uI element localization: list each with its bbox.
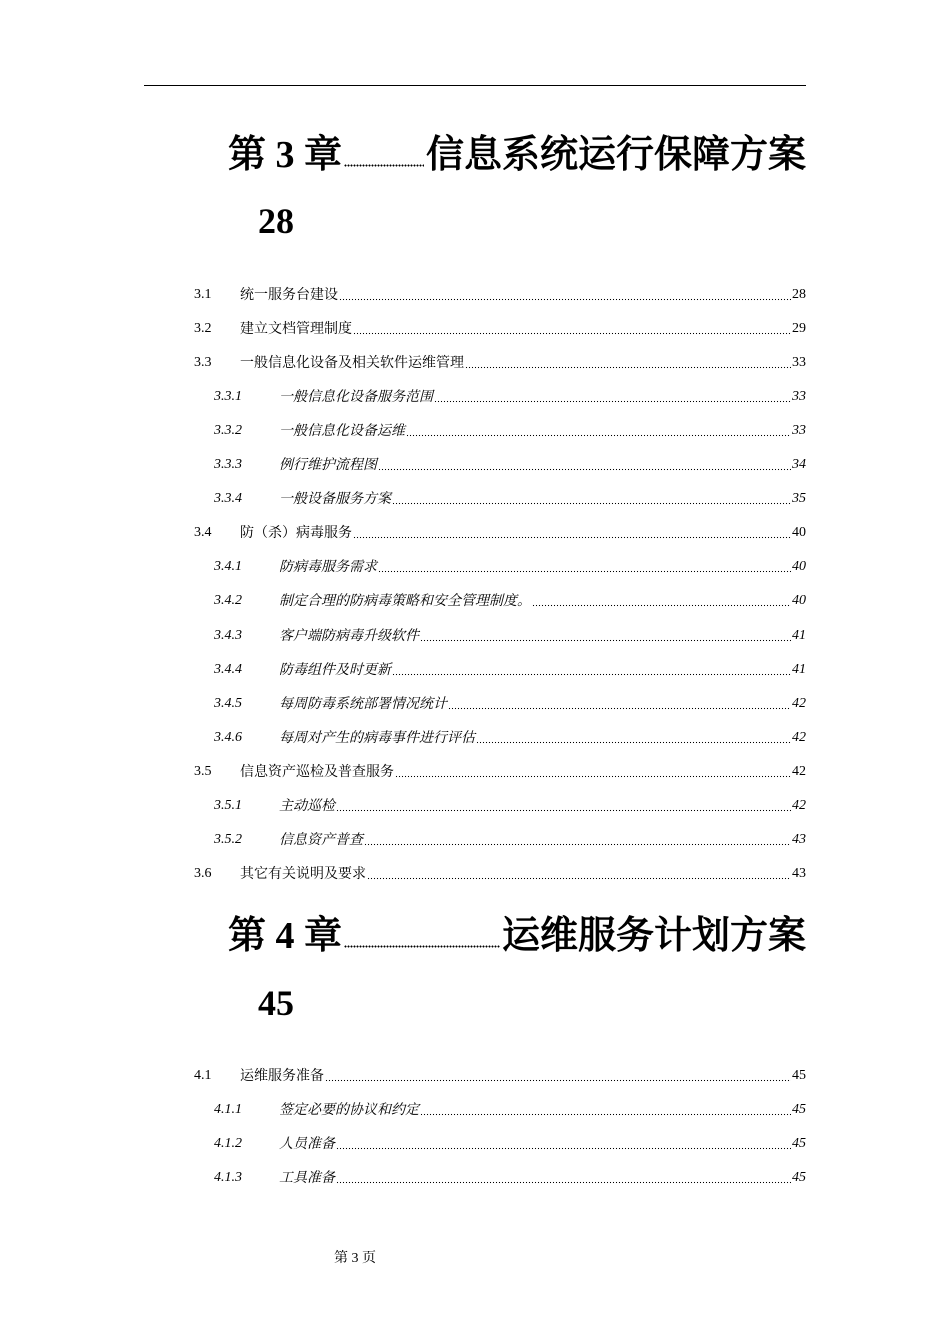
toc-entry-label: 客户端防病毒升级软件 (279, 628, 419, 644)
chapter-3-page-number: 28 (258, 201, 294, 241)
toc-entry-number: 3.3.1 (214, 389, 242, 404)
toc-entry-number: 3.3.4 (214, 491, 242, 506)
toc-leader-dots (325, 1076, 791, 1082)
toc-entry-number: 3.1 (194, 287, 212, 302)
toc-entry-3-5-2[interactable] (214, 829, 806, 849)
toc-entry-label: 运维服务准备 (240, 1068, 324, 1084)
toc-entry-label: 一般信息化设备运维 (279, 423, 405, 439)
toc-leader-dots (395, 772, 791, 778)
toc-entry-page: 33 (792, 423, 806, 438)
toc-entry-number: 3.4.1 (214, 559, 242, 574)
toc-entry-page: 42 (792, 798, 806, 813)
toc-entry-3-4[interactable] (194, 522, 806, 542)
toc-entry-number: 3.4.2 (214, 593, 242, 608)
chapter-3-leader-dots (344, 133, 424, 167)
toc-entry-label: 例行维护流程图 (279, 457, 377, 473)
toc-entry-3-2[interactable] (194, 318, 806, 338)
toc-entry-3-4-5[interactable] (214, 693, 806, 713)
toc-leader-dots (420, 636, 791, 642)
toc-entry-number: 3.4.6 (214, 730, 242, 745)
toc-entry-number: 3.4.5 (214, 696, 242, 711)
toc-leader-dots (448, 704, 791, 710)
toc-entry-number: 4.1.3 (214, 1170, 242, 1185)
toc-leader-dots (378, 567, 791, 573)
toc-entry-3-3-3[interactable] (214, 454, 806, 474)
toc-entry-label: 制定合理的防病毒策略和安全管理制度。 (279, 593, 531, 609)
toc-entry-page: 33 (792, 389, 806, 404)
toc-entry-number: 3.5 (194, 764, 212, 779)
toc-entry-number: 4.1.2 (214, 1136, 242, 1151)
toc-entry-3-4-3[interactable] (214, 625, 806, 645)
toc-entry-page: 45 (792, 1170, 806, 1185)
toc-entry-label: 防（杀）病毒服务 (240, 525, 352, 541)
toc-entry-3-4-6[interactable] (214, 727, 806, 747)
toc-chapter-3[interactable] (228, 125, 806, 175)
chapter-4-number: 第 4 章 (228, 911, 343, 957)
toc-leader-dots (392, 499, 791, 505)
toc-entry-number: 3.4 (194, 525, 212, 540)
toc-entry-number: 3.4.3 (214, 628, 242, 643)
toc-entry-page: 41 (792, 628, 806, 643)
toc-leader-dots (367, 874, 791, 880)
toc-entry-3-6[interactable] (194, 863, 806, 883)
toc-entry-label: 信息资产普查 (279, 832, 363, 848)
toc-entry-label: 一般信息化设备及相关软件运维管理 (240, 355, 464, 371)
chapter-3-number: 第 3 章 (228, 130, 343, 176)
toc-entry-number: 3.3.2 (214, 423, 242, 438)
toc-leader-dots (420, 1110, 791, 1116)
toc-entry-3-3[interactable] (194, 352, 806, 372)
toc-entry-page: 28 (792, 287, 806, 302)
toc-leader-dots (392, 670, 791, 676)
toc-entry-label: 一般信息化设备服务范围 (279, 389, 433, 405)
toc-leader-dots (465, 363, 791, 369)
toc-entry-label: 信息资产巡检及普查服务 (240, 764, 394, 780)
toc-leader-dots (353, 329, 791, 335)
toc-chapter-4[interactable] (228, 906, 806, 956)
toc-entry-3-5[interactable] (194, 761, 806, 781)
toc-entry-page: 42 (792, 730, 806, 745)
toc-entry-number: 3.2 (194, 321, 212, 336)
toc-leader-dots (336, 1178, 791, 1184)
toc-leader-dots (339, 295, 791, 301)
toc-entry-page: 43 (792, 866, 806, 881)
toc-entry-4-1-2[interactable] (214, 1133, 806, 1153)
toc-entry-page: 35 (792, 491, 806, 506)
toc-entry-number: 3.3.3 (214, 457, 242, 472)
toc-entry-label: 统一服务台建设 (240, 287, 338, 303)
toc-entry-3-4-2[interactable] (214, 590, 806, 610)
toc-leader-dots (336, 1144, 791, 1150)
toc-entry-page: 41 (792, 662, 806, 677)
page-footer (0, 1247, 710, 1267)
toc-entry-page: 29 (792, 321, 806, 336)
toc-entry-3-1[interactable] (194, 284, 806, 304)
toc-entry-3-3-4[interactable] (214, 488, 806, 508)
toc-entry-label: 防毒组件及时更新 (279, 662, 391, 678)
toc-leader-dots (434, 397, 791, 403)
toc-entry-3-3-2[interactable] (214, 420, 806, 440)
toc-leader-dots (364, 840, 791, 846)
toc-entry-label: 工具准备 (279, 1170, 335, 1186)
toc-entry-4-1-1[interactable] (214, 1099, 806, 1119)
toc-entry-page: 42 (792, 764, 806, 779)
header-rule (144, 85, 806, 86)
toc-entry-3-3-1[interactable] (214, 386, 806, 406)
toc-entry-number: 3.3 (194, 355, 212, 370)
toc-entry-number: 3.5.2 (214, 832, 242, 847)
toc-entry-number: 3.5.1 (214, 798, 242, 813)
toc-entry-number: 4.1.1 (214, 1102, 242, 1117)
toc-entry-number: 3.4.4 (214, 662, 242, 677)
toc-leader-dots (476, 738, 791, 744)
toc-entry-4-1[interactable] (194, 1065, 806, 1085)
toc-entry-page: 45 (792, 1102, 806, 1117)
toc-entry-page: 40 (792, 593, 806, 608)
toc-entry-label: 签定必要的协议和约定 (279, 1102, 419, 1118)
toc-entry-page: 40 (792, 525, 806, 540)
toc-entry-page: 43 (792, 832, 806, 847)
toc-leader-dots (378, 465, 791, 471)
toc-leader-dots (353, 533, 791, 539)
chapter-4-page-number: 45 (258, 983, 294, 1023)
toc-entry-3-4-4[interactable] (214, 659, 806, 679)
toc-entry-number: 3.6 (194, 866, 212, 881)
toc-entry-3-4-1[interactable] (214, 556, 806, 576)
chapter-4-leader-dots (344, 914, 500, 948)
footer-page-number: 3 (351, 1251, 359, 1266)
toc-entry-page: 33 (792, 355, 806, 370)
footer-prefix: 第 (334, 1250, 348, 1266)
chapter-3-title: 信息系统运行保障方案 (425, 130, 806, 176)
toc-leader-dots (406, 431, 791, 437)
toc-entry-number: 4.1 (194, 1068, 212, 1083)
toc-entry-label: 其它有关说明及要求 (240, 866, 366, 882)
toc-entry-label: 主动巡检 (279, 798, 335, 814)
toc-entry-4-1-3[interactable] (214, 1167, 806, 1187)
toc-entry-page: 42 (792, 696, 806, 711)
toc-entry-label: 人员准备 (279, 1136, 335, 1152)
toc-entry-page: 45 (792, 1136, 806, 1151)
toc-entry-page: 34 (792, 457, 806, 472)
chapter-4-title: 运维服务计划方案 (501, 911, 806, 957)
toc-entry-3-5-1[interactable] (214, 795, 806, 815)
toc-entry-label: 一般设备服务方案 (279, 491, 391, 507)
toc-entry-label: 每周防毒系统部署情况统计 (279, 696, 447, 712)
toc-leader-dots (336, 806, 791, 812)
toc-entry-page: 45 (792, 1068, 806, 1083)
toc-entry-label: 防病毒服务需求 (279, 559, 377, 575)
toc-leader-dots (532, 601, 791, 607)
footer-suffix: 页 (362, 1250, 376, 1266)
toc-entry-page: 40 (792, 559, 806, 574)
toc-entry-label: 建立文档管理制度 (240, 321, 352, 337)
toc-entry-label: 每周对产生的病毒事件进行评估 (279, 730, 475, 746)
